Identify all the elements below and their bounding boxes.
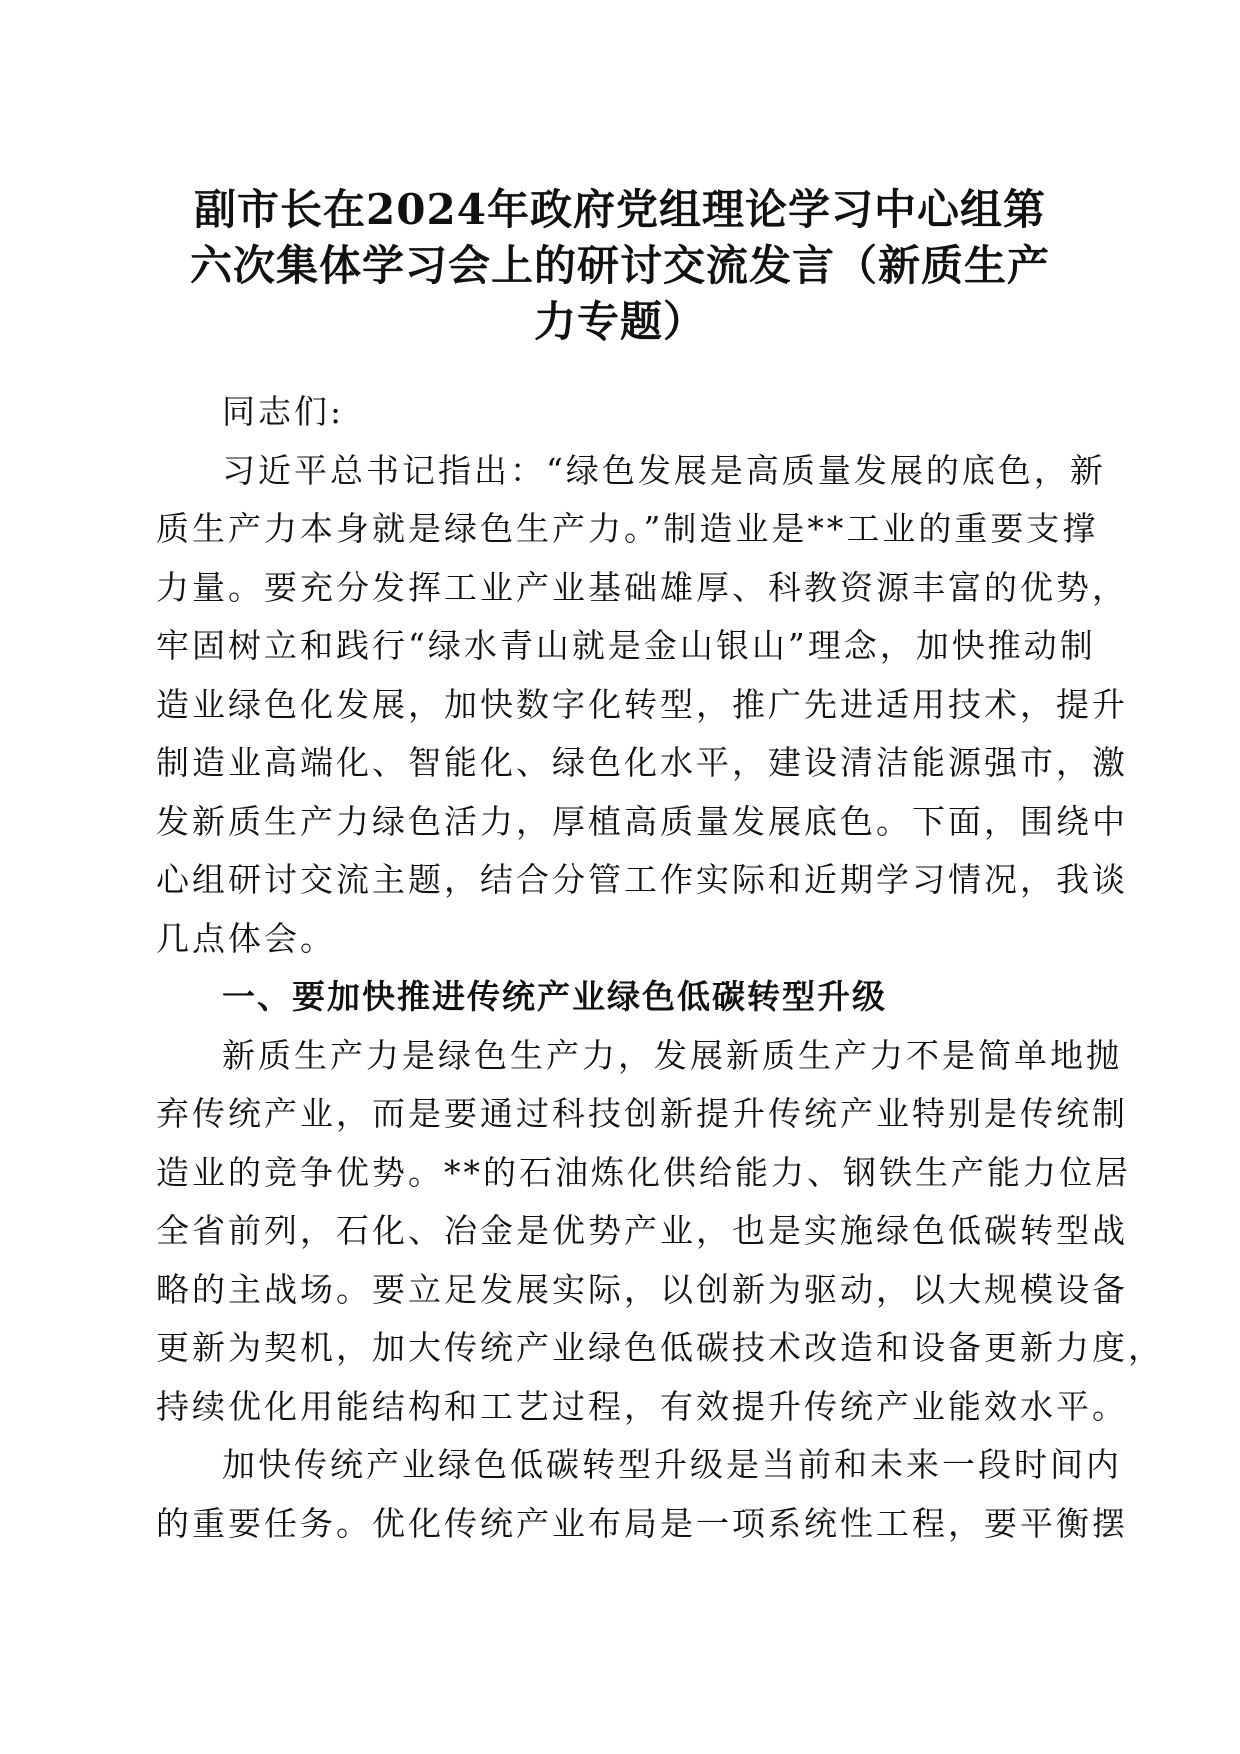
paragraph-line: 更新为契机，加大传统产业绿色低碳技术改造和设备更新力度， (156, 1328, 1164, 1367)
paragraph-line: 略的主战场。要立足发展实际，以创新为驱动，以大规模设备 (156, 1269, 1128, 1309)
paragraph-intro (156, 442, 1128, 969)
paragraph-line: 心组研讨交流主题，结合分管工作实际和近期学习情况，我谈 (156, 860, 1128, 899)
paragraph-section-1b (156, 1436, 1128, 1553)
paragraph-line: 加快传统产业绿色低碳转型升级是当前和未来一段时间内 (222, 1445, 1122, 1484)
paragraph-line: 造业绿色化发展，加快数字化转型，推广先进适用技术，提升 (156, 684, 1128, 724)
paragraph-line: 新质生产力是绿色生产力，发展新质生产力不是简单地抛 (222, 1035, 1122, 1075)
document-body (156, 383, 1164, 1553)
paragraph-line: 习近平总书记指出：“绿色发展是高质量发展的底色，新 (222, 450, 1106, 490)
paragraph-line: 牢固树立和践行“绿水青山就是金山银山”理念，加快推动制 (156, 626, 1096, 665)
paragraph-line: 力量。要充分发挥工业产业基础雄厚、科教资源丰富的优势， (156, 567, 1128, 607)
section-heading-1: 一、要加快推进传统产业绿色低碳转型升级 (222, 977, 887, 1016)
paragraph-line: 的重要任务。优化传统产业布局是一项系统性工程，要平衡摆 (156, 1503, 1128, 1543)
paragraph-line: 发新质生产力绿色活力，厚植高质量发展底色。下面，围绕中 (156, 801, 1128, 841)
paragraph-line: 持续优化用能结构和工艺过程，有效提升传统产业能效水平。 (156, 1386, 1128, 1426)
title-line: 力专题） (533, 297, 706, 346)
salutation: 同志们: (222, 392, 345, 431)
title-line: 副市长在2024年政府党组理论学习中心组第 (194, 185, 1046, 234)
paragraph-section-1 (156, 1027, 1164, 1437)
title-line: 六次集体学习会上的研讨交流发言（新质生产 (189, 241, 1050, 290)
document-title (150, 182, 1090, 350)
paragraph-line: 全省前列，石化、冶金是优势产业，也是实施绿色低碳转型战 (156, 1211, 1128, 1250)
paragraph-line: 弃传统产业，而是要通过科技创新提升传统产业特别是传统制 (156, 1094, 1128, 1133)
paragraph-line: 造业的竞争优势。**的石油炼化供给能力、钢铁生产能力位居 (156, 1152, 1131, 1192)
paragraph-line: 几点体会。 (156, 918, 336, 958)
paragraph-line: 质生产力本身就是绿色生产力。”制造业是**工业的重要支撑 (156, 509, 1099, 548)
paragraph-line: 制造业高端化、智能化、绿色化水平，建设清洁能源强市，激 (156, 743, 1128, 782)
